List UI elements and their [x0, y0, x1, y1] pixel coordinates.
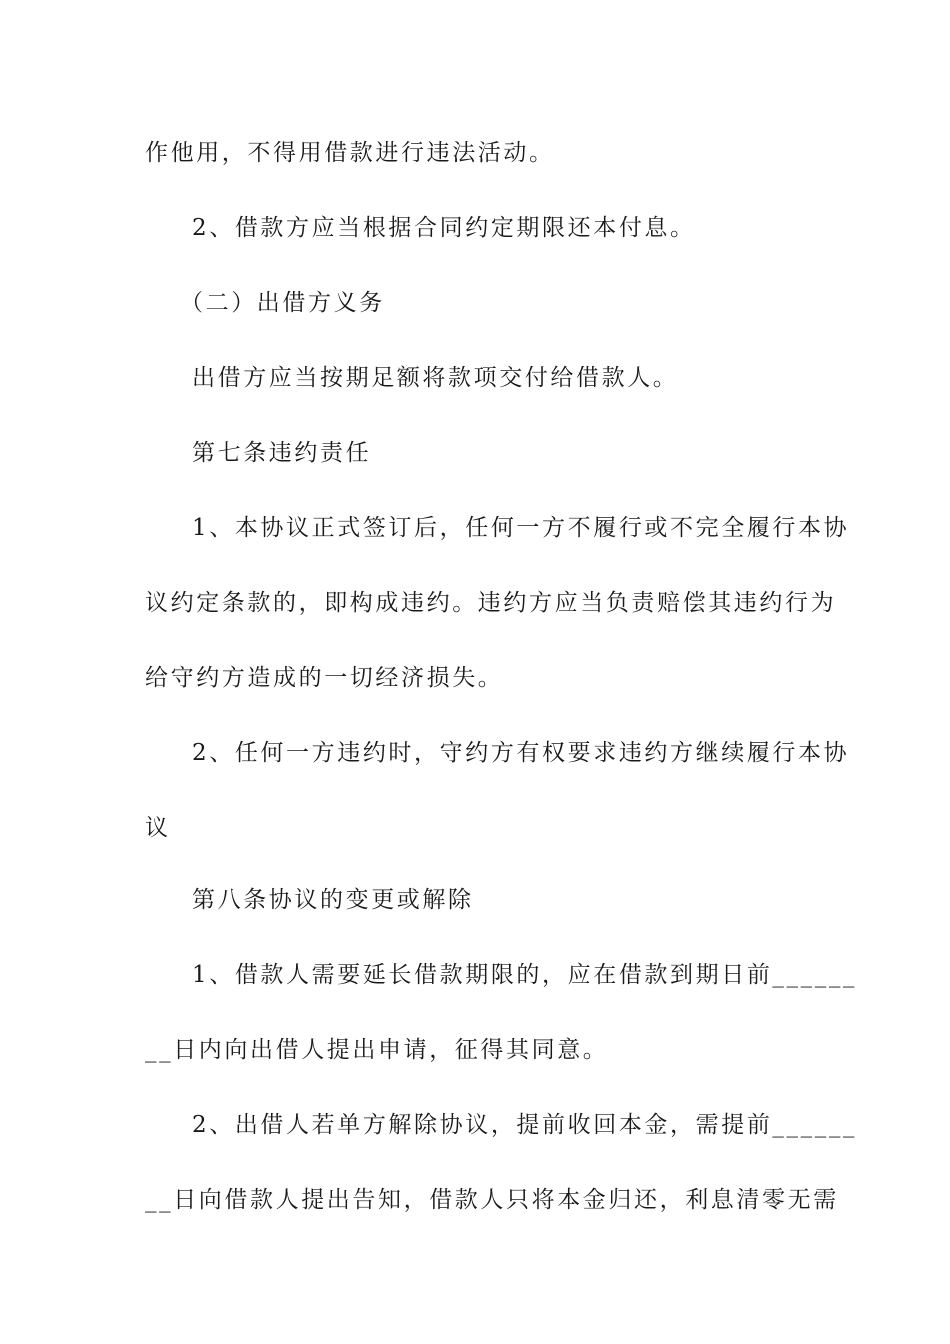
- text-line-14: 2、出借人若单方解除协议，提前收回本金，需提前______: [192, 1112, 858, 1138]
- text-line-8: 给守约方造成的一切经济损失。: [145, 665, 504, 691]
- text-line-7: 议约定条款的，即构成违约。违约方应当负责赔偿其违约行为: [145, 590, 837, 616]
- text-line-2: 2、借款方应当根据合同约定期限还本付息。: [192, 215, 696, 241]
- text-line-6: 1、本协议正式签订后，任何一方不履行或不完全履行本协: [192, 515, 850, 541]
- text-line-4: 出借方应当按期足额将款项交付给借款人。: [192, 365, 679, 391]
- article-heading-7: 第七条违约责任: [192, 440, 372, 466]
- text-line-1: 作他用，不得用借款进行违法活动。: [145, 140, 555, 166]
- text-line-15: __日向借款人提出告知，借款人只将本金归还，利息清零无需: [145, 1187, 839, 1213]
- article-heading-8: 第八条协议的变更或解除: [192, 887, 474, 913]
- text-line-13: __日内向出借人提出申请，征得其同意。: [145, 1037, 609, 1063]
- text-line-12: 1、借款人需要延长借款期限的，应在借款到期日前______: [192, 962, 858, 988]
- text-line-9: 2、任何一方违约时，守约方有权要求违约方继续履行本协: [192, 740, 850, 766]
- section-heading-lender-obligations: （二）出借方义务: [180, 290, 385, 316]
- text-line-10: 议: [145, 815, 171, 841]
